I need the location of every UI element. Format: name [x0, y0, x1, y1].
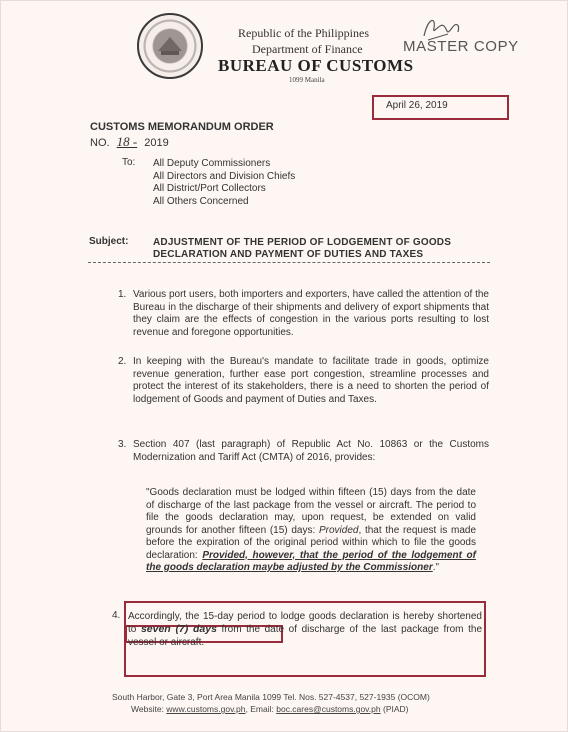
paragraph-4-text: Accordingly, the 15-day period to lodge goods declaration is hereby shortened to	[128, 611, 482, 635]
subject-line: ADJUSTMENT OF THE PERIOD OF LODGEMENT OF GOODS	[153, 237, 452, 248]
paragraph-number: 4.	[112, 610, 121, 621]
header-city: 1099 Manila	[289, 76, 325, 84]
footer-address: South Harbor, Gate 3, Port Area Manila 1099 Tel. Nos. 527-4537, 527-1935 (OCOM)	[112, 692, 430, 702]
addressee-item: All Directors and Division Chiefs	[153, 170, 296, 182]
memo-number	[90, 134, 169, 150]
paragraph-3: Section 407 (last paragraph) of Republic Act No. 10863 or the Customs Modernization and Tariff Act (CMTA) of 2016, provides:	[133, 439, 489, 463]
paragraph-number: 3.	[118, 439, 127, 450]
paragraph-4	[128, 610, 482, 649]
cmta-quote	[146, 487, 476, 575]
paragraph-number: 2.	[118, 356, 127, 367]
email-label: , Email:	[245, 704, 274, 714]
header-bureau: BUREAU OF CUSTOMS	[218, 56, 414, 75]
email-suffix: (PIAD)	[383, 704, 409, 714]
addressee-list	[153, 158, 295, 208]
quote-emphasis: Provided, however, that the period of the lodgement of the goods declaration maybe adjusted by the Commissioner	[146, 549, 476, 573]
memo-date: April 26, 2019	[386, 100, 448, 111]
quote-provided: Provided	[318, 524, 359, 536]
quote-text: , that the request is made before the expiration of the original period within which to file the goods declaration:	[146, 524, 477, 561]
quote-text: "Goods declaration must be lodged within fifteen (15) days from the date of discharge of the last package from the vessel or aircraft. The period to file the goods declaration may, upon request, be extended on valid grounds for another fifteen (15) days:	[146, 487, 476, 536]
paragraph-number: 1.	[118, 289, 127, 300]
subject-label: Subject:	[89, 236, 129, 247]
memo-number-handwritten: 18 -	[116, 134, 138, 149]
email-link[interactable]: boc.cares@customs.gov.ph	[276, 704, 381, 714]
website-label: Website:	[131, 704, 164, 714]
header-republic: Republic of the Philippines	[238, 26, 369, 40]
paragraph-1: Various port users, both importers and exporters, have called the attention of the Bureau in the discharge of their shipments and delivery of export shipments that they claim are the effects of congestion in the various ports resulting to lost revenue and foregone opportunities.	[133, 289, 489, 338]
subject-text	[153, 237, 451, 261]
addressee-item: All Deputy Commissioners	[153, 158, 271, 169]
addressee-item: All District/Port Collectors	[153, 183, 266, 194]
seven-days-emphasis: seven (7) days	[140, 623, 217, 635]
subject-line: DECLARATION AND PAYMENT OF DUTIES AND TAXES	[153, 249, 424, 260]
footer-contact	[131, 704, 409, 714]
addressee-item: All Others Concerned	[153, 195, 249, 207]
memo-number-prefix: NO.	[90, 137, 110, 149]
addressee-label: To:	[122, 157, 136, 168]
paragraph-2: In keeping with the Bureau's mandate to facilitate trade in goods, optimize revenue generation, further ease port congestion, streamline processes and protect the interest of its stakeholders, there is a need to shorten the period of lodgement of Goods and payment of Duties and Taxes.	[133, 356, 489, 405]
bureau-seal-icon	[137, 13, 203, 79]
master-copy-stamp: MASTER COPY	[403, 38, 519, 55]
website-link[interactable]: www.customs.gov.ph	[166, 704, 246, 714]
memo-title: CUSTOMS MEMORANDUM ORDER	[90, 121, 274, 133]
paragraph-4-text: from the date of discharge of the last package from the vessel or aircraft.	[128, 624, 482, 648]
divider	[88, 262, 490, 263]
header-department: Department of Finance	[252, 42, 363, 56]
quote-end: ."	[432, 562, 440, 573]
memo-number-year: 2019	[144, 137, 169, 149]
